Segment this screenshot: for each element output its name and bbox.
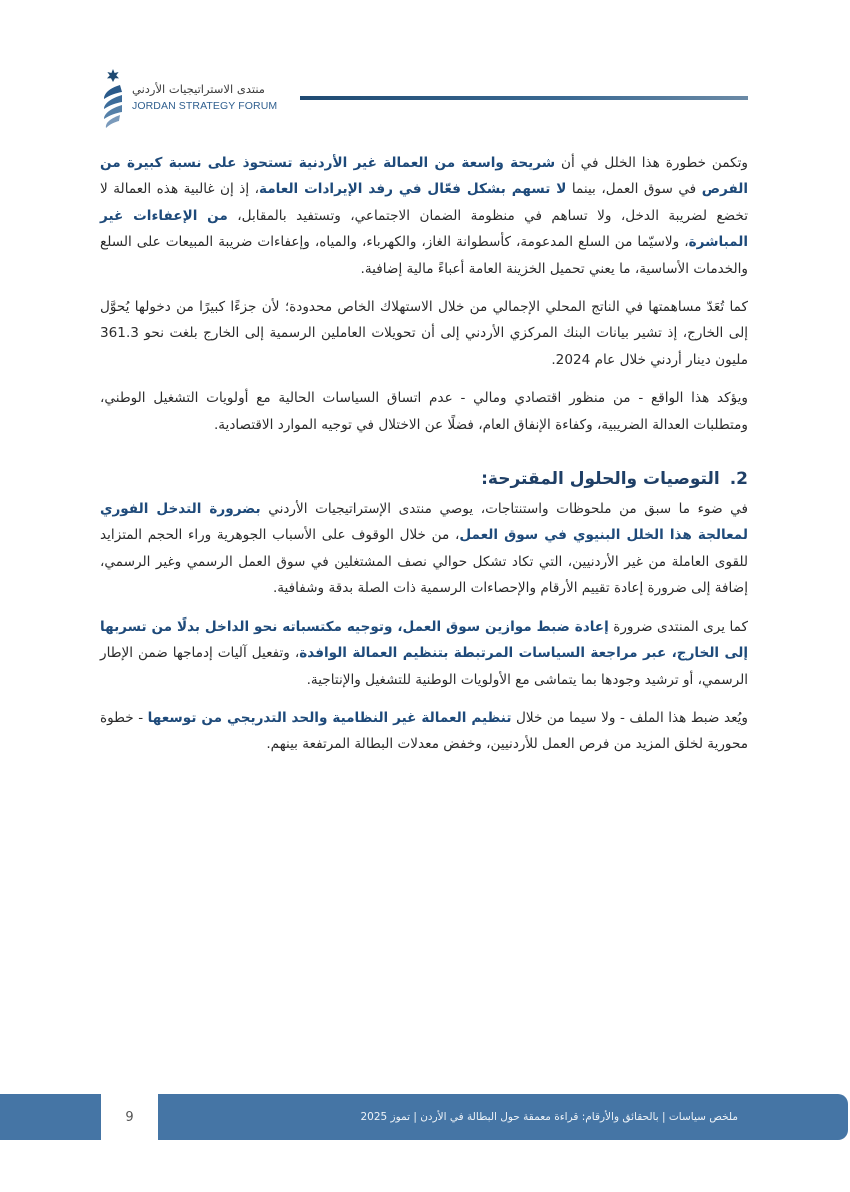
- page-number: 9: [125, 1109, 134, 1125]
- section-number: 2.: [729, 469, 748, 490]
- footer-title: ملخص سياسات | بالحقائق والأرقام: قراءة معمقة حول البطالة في الأردن | تموز 2025: [360, 1111, 738, 1123]
- highlighted-text: من الإعفاءات غير المباشرة: [100, 207, 748, 251]
- highlighted-text: تنظيم العمالة غير النظامية والحد التدريجي من توسعها: [147, 709, 512, 726]
- body-text: ، وتفعيل آليات إدماجها ضمن الإطار الرسمي، أو ترشيد وجودها بما يتماشى مع الأولويات الوطنية للتشغيل والإنتاجية.: [100, 645, 748, 688]
- logo-arabic-name: منتدى الاستراتيجيات الأردني: [132, 82, 265, 96]
- document-body: [100, 150, 748, 770]
- paragraph: [100, 705, 748, 758]
- body-text: ويؤكد هذا الواقع - من منظور اقتصادي ومالي - عدم اتساق السياسات الحالية مع أولويات التشغيل الوطني، ومتطلبات العدالة الضريبية، وكفاءة الإنفاق العام، فضلًا عن الاختلال في توجيه الموارد الاقتصادية.: [100, 390, 748, 433]
- body-text: وتكمن خطورة هذا الخلل في أن: [555, 155, 748, 171]
- header-divider: [300, 96, 748, 100]
- body-text: في ضوء ما سبق من ملحوظات واستنتاجات، يوصي منتدى الإستراتيجيات الأردني: [260, 501, 749, 518]
- highlighted-text: إعادة ضبط موازين سوق العمل، وتوجيه مكتسباته نحو الداخل بدلًا من تسربها إلى الخارج، عبر مراجعة السياسات المرتبطة بتنظيم العمالة الوافدة: [100, 618, 748, 662]
- paragraph: [100, 150, 748, 282]
- paragraph: [100, 294, 748, 373]
- body-text: ، إذ إن غالبية هذه العمالة لا تخضع لضريبة الدخل، ولا تساهم في منظومة الضمان الاجتماعي، وتستفيد بالمقابل،: [100, 181, 748, 224]
- body-text: ويُعد ضبط هذا الملف - ولا سيما من خلال: [511, 709, 748, 726]
- paragraph: [100, 496, 748, 602]
- body-text: كما يرى المنتدى ضرورة: [608, 618, 749, 635]
- body-text: - خطوة محورية لخلق المزيد من فرص العمل للأردنيين، وخفض معدلات البطالة المرتفعة بينهم.: [100, 709, 748, 753]
- body-text: ، ولاسيّما من السلع المدعومة، كأسطوانة الغاز، والكهرباء، والمياه، وإعفاءات ضريبة المبيعات على السلع والخدمات الأساسية، ما يعني تحميل الخزينة العامة أعباءً مالية إضافية.: [100, 234, 748, 277]
- recommendation-paragraphs: [100, 496, 748, 758]
- page-number-box: [101, 1094, 158, 1140]
- logo-english-name: JORDAN STRATEGY FORUM: [132, 100, 278, 112]
- section-heading: [100, 466, 748, 492]
- highlighted-text: بضرورة التدخل الفوري لمعالجة هذا الخلل البنيوي في سوق العمل: [100, 501, 748, 544]
- page-footer: [0, 1094, 848, 1140]
- page-header: [0, 0, 850, 140]
- highlighted-text: لا تسهم بشكل فعّال في رفد الإيرادات العامة: [259, 181, 567, 198]
- intro-paragraphs: [100, 150, 748, 438]
- paragraph: [100, 614, 748, 693]
- section-title-text: التوصيات والحلول المقترحة:: [481, 469, 720, 490]
- body-text: كما تُعَدّ مساهمتها في الناتج المحلي الإجمالي من خلال الاستهلاك الخاص محدودة؛ لأن جزءًا كبيرًا من دخولها يُحوَّل إلى الخارج، إذ تشير بيانات البنك المركزي الأردني إلى أن تحويلات العاملين الرسمية إلى الخارج بلغت نحو 361.3 مليون دينار أردني خلال عام 2024.: [100, 299, 748, 368]
- paragraph: [100, 385, 748, 438]
- logo-star-ribbon-icon: [100, 68, 126, 130]
- jsf-logo: [100, 68, 278, 130]
- body-text: في سوق العمل، بينما: [566, 181, 702, 198]
- body-text: ، من خلال الوقوف على الأسباب الجوهرية وراء الحجم المتزايد للقوى العاملة من غير الأردنيين، التي تكاد تشكل حوالي نصف المشتغلين في سوق العمل الرسمي وغير الرسمي، إضافة إلى ضرورة إعادة تقييم الأرقام والإحصاءات الرسمية ذات الصلة بدقة وشفافية.: [100, 527, 748, 597]
- highlighted-text: شريحة واسعة من العمالة غير الأردنية تستحوذ على نسبة كبيرة من الفرص: [100, 155, 748, 198]
